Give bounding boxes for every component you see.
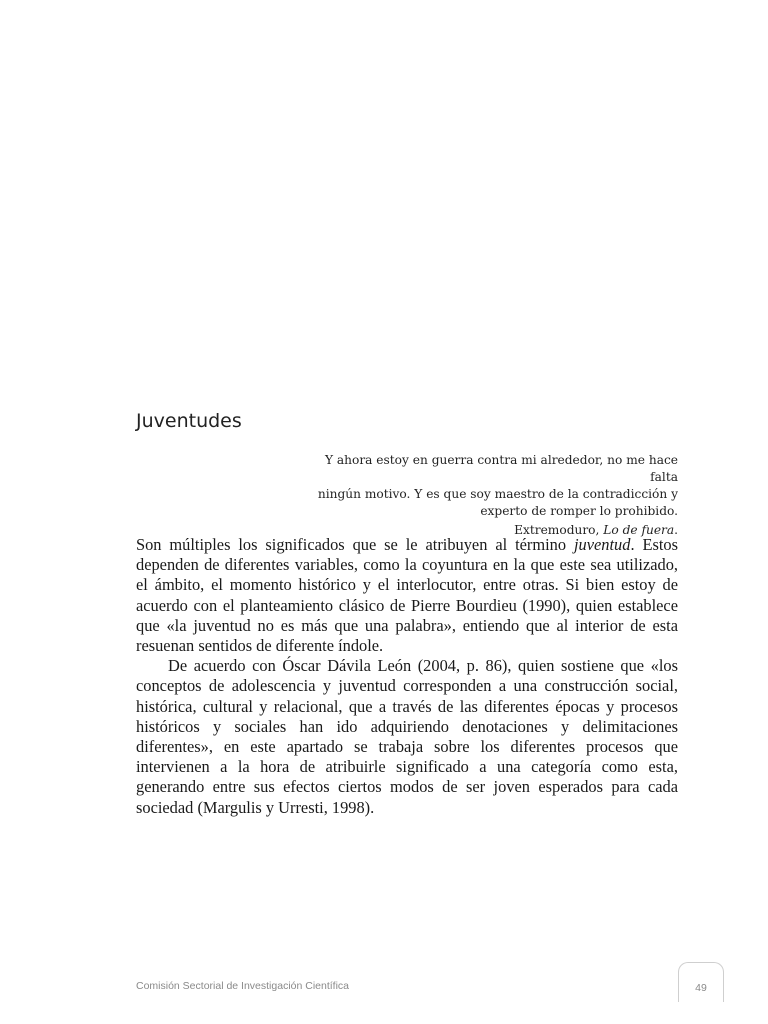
epigraph-line-3: experto de romper lo prohibido. <box>480 504 678 518</box>
footer-publisher: Comisión Sectorial de Investigación Científica <box>136 980 350 992</box>
paragraph-1-part-b: . Estos dependen de diferentes variables, como la coyuntura en la que este sea utilizado, el ámbito, el momento histórico y el interlocutor, entre otras. Si bien estoy de acuerdo con el planteamiento clásico de Pierre Bourdieu (1990), quien establece que «la juventud no es más que una palabra», entiendo que al interior de esta resuenan sentidos de diferente índole. <box>136 535 678 656</box>
section-title: Juventudes <box>136 410 242 432</box>
term-juventud: juventud <box>574 535 631 554</box>
epigraph-line-1: Y ahora estoy en guerra contra mi alrededor, no me hace falta <box>324 453 678 484</box>
epigraph-end: . <box>674 523 678 537</box>
epigraph-work: Lo de fuera <box>603 523 675 537</box>
page-number-tab <box>678 962 724 1002</box>
paragraph-1 <box>136 535 678 656</box>
paragraph-1-part-a: Son múltiples los significados que se le atribuyen al término <box>136 535 574 554</box>
paragraph-2: De acuerdo con Óscar Dávila León (2004, p. 86), quien sostiene que «los conceptos de adolescencia y juventud corresponden a una construcción social, histórica, cultural y relacional, que a través de las diferentes épocas y procesos históricos y sociales han ido adquiriendo denotaciones y delimitaciones diferentes», en este apartado se trabaja sobre los diferentes procesos que intervienen a la hora de atribuirle significado a una categoría como esta, generando entre sus efectos ciertos modos de ser joven esperados para cada sociedad (Margulis y Urresti, 1998). <box>136 656 678 817</box>
epigraph-author: Extremoduro, <box>514 523 604 537</box>
epigraph-line-2: ningún motivo. Y es que soy maestro de la contradicción y <box>317 487 678 501</box>
body-text <box>136 535 678 818</box>
page-number: 49 <box>695 982 707 994</box>
epigraph <box>300 452 678 539</box>
